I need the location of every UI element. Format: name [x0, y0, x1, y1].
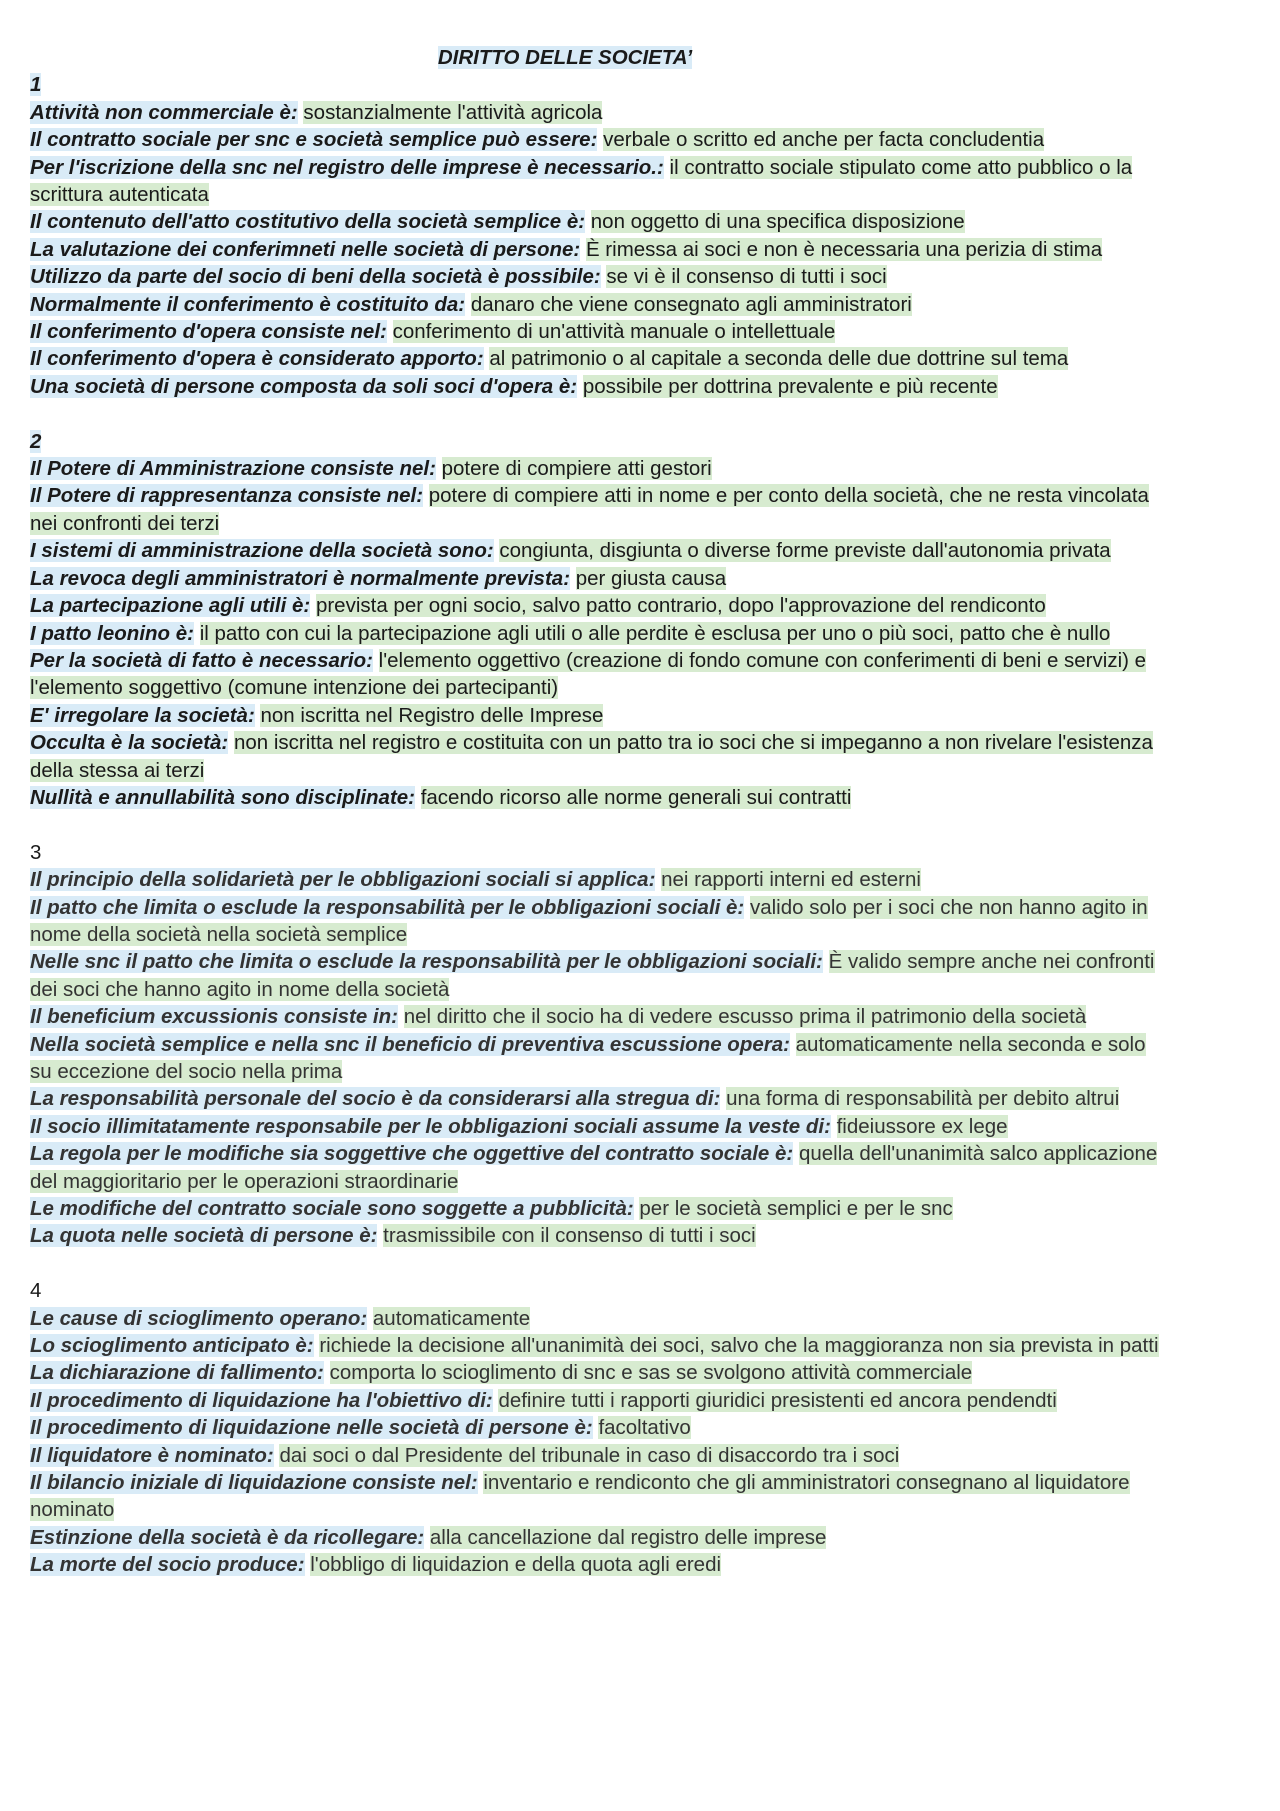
question-text: La morte del socio produce: [30, 1553, 305, 1577]
answer-text: inventario e rendiconto che gli amministratori consegnano al liquidatore nominato [30, 1471, 1130, 1522]
sections-container [30, 71, 1160, 1578]
question-text: Per la società di fatto è necessario: [30, 648, 373, 672]
section-1 [30, 71, 1160, 400]
question-text: Nella società semplice e nella snc il beneficio di preventiva escussione opera: [30, 1032, 790, 1056]
answer-text: non iscritta nel registro e costituita con un patto tra io soci che si impeganno a non rivelare l'esistenza della stessa ai terzi [30, 731, 1153, 782]
qa-item [30, 784, 1160, 811]
qa-item [30, 948, 1160, 1003]
question-text: E' irregolare la società: [30, 703, 255, 727]
answer-text: l'obbligo di liquidazion e della quota agli eredi [310, 1553, 722, 1577]
answer-text: definire tutti i rapporti giuridici presistenti ed ancora pendendti [498, 1388, 1057, 1412]
qa-item [30, 866, 1160, 893]
qa-item [30, 647, 1160, 702]
qa-item [30, 1195, 1160, 1222]
question-text: La regola per le modifiche sia soggettive che oggettive del contratto sociale è: [30, 1142, 794, 1166]
qa-item [30, 1387, 1160, 1414]
answer-text: possibile per dottrina prevalente e più recente [582, 374, 998, 398]
qa-item [30, 702, 1160, 729]
question-text: La dichiarazione di fallimento: [30, 1361, 324, 1385]
answer-text: È rimessa ai soci e non è necessaria una perizia di stima [585, 237, 1103, 261]
qa-item [30, 318, 1160, 345]
section-number: 2 [30, 429, 42, 453]
answer-text: È valido sempre anche nei confronti dei soci che hanno agito in nome della società [30, 950, 1155, 1001]
qa-item [30, 126, 1160, 153]
question-text: La quota nelle società di persone è: [30, 1224, 378, 1248]
qa-item [30, 1524, 1160, 1551]
question-text: Il principio della solidarietà per le obbligazioni sociali si applica: [30, 868, 656, 892]
qa-item [30, 620, 1160, 647]
qa-item [30, 729, 1160, 784]
section-number: 3 [30, 840, 42, 864]
qa-item [30, 208, 1160, 235]
question-text: La responsabilità personale del socio è da considerarsi alla stregua di: [30, 1087, 721, 1111]
answer-text: conferimento di un'attività manuale o intellettuale [392, 320, 836, 344]
question-text: Il contenuto dell'atto costitutivo della società semplice è: [30, 210, 586, 234]
question-text: Attività non commerciale è: [30, 100, 298, 124]
question-text: Occulta è la società: [30, 731, 229, 755]
section-3 [30, 839, 1160, 1250]
answer-text: quella dell'unanimità salco applicazione del maggioritario per le operazioni straordinarie [30, 1142, 1158, 1193]
qa-item [30, 99, 1160, 126]
question-text: Il Potere di rappresentanza consiste nel: [30, 484, 424, 508]
question-text: I sistemi di amministrazione della società sono: [30, 539, 494, 563]
answer-text: trasmissibile con il consenso di tutti i soci [383, 1224, 756, 1248]
qa-item [30, 1222, 1160, 1249]
answer-text: danaro che viene consegnato agli amministratori [470, 292, 912, 316]
question-text: La valutazione dei conferimneti nelle società di persone: [30, 237, 581, 261]
question-text: Nelle snc il patto che limita o esclude la responsabilità per le obbligazioni sociali: [30, 950, 823, 974]
question-text: Il contratto sociale per snc e società semplice può essere: [30, 128, 598, 152]
answer-text: alla cancellazione dal registro delle imprese [429, 1525, 827, 1549]
answer-text: prevista per ogni socio, salvo patto contrario, dopo l'approvazione del rendiconto [315, 594, 1046, 618]
question-text: Il socio illimitatamente responsabile per le obbligazioni sociali assume la veste di: [30, 1114, 831, 1138]
qa-item [30, 236, 1160, 263]
answer-text: automaticamente [372, 1306, 531, 1330]
question-text: Una società di persone composta da soli soci d'opera è: [30, 374, 578, 398]
section-number: 4 [30, 1279, 42, 1303]
question-text: La partecipazione agli utili è: [30, 594, 311, 618]
section-spacer [30, 1250, 1160, 1277]
qa-item [30, 291, 1160, 318]
qa-item [30, 1031, 1160, 1086]
qa-item [30, 1414, 1160, 1441]
answer-text: il contratto sociale stipulato come atto pubblico o la scrittura autenticata [30, 155, 1133, 207]
section-number: 1 [30, 73, 42, 97]
answer-text: una forma di responsabilità per debito altrui [726, 1087, 1120, 1111]
answer-text: richiede la decisione all'unanimità dei soci, salvo che la maggioranza non sia prevista in patti [319, 1334, 1159, 1358]
qa-item [30, 1332, 1160, 1359]
answer-text: il patto con cui la partecipazione agli utili o alle perdite è esclusa per uno o più soci, patto che è nullo [199, 621, 1111, 645]
question-text: Utilizzo da parte del socio di beni della società è possibile: [30, 265, 601, 289]
question-text: Normalmente il conferimento è costituito da: [30, 292, 466, 316]
question-text: Nullità e annullabilità sono disciplinate: [30, 785, 415, 809]
question-text: Il patto che limita o esclude la responsabilità per le obbligazioni sociali è: [30, 895, 745, 919]
qa-item [30, 1085, 1160, 1112]
question-text: Il conferimento d'opera è considerato apporto: [30, 347, 484, 371]
qa-item [30, 592, 1160, 619]
section-spacer [30, 811, 1160, 838]
answer-text: congiunta, disgiunta o diverse forme previste dall'autonomia privata [499, 539, 1111, 563]
question-text: Il liquidatore è nominato: [30, 1443, 274, 1467]
qa-item [30, 1469, 1160, 1524]
answer-text: potere di compiere atti gestori [441, 457, 712, 481]
question-text: Estinzione della società è da ricollegare: [30, 1525, 425, 1549]
answer-text: verbale o scritto ed anche per facta concludentia [603, 128, 1045, 152]
question-text: Le modifiche del contratto sociale sono soggette a pubblicità: [30, 1197, 634, 1221]
answer-text: sostanzialmente l'attività agricola [303, 100, 603, 124]
qa-item [30, 345, 1160, 372]
qa-item [30, 154, 1160, 209]
answer-text: al patrimonio o al capitale a seconda delle due dottrine sul tema [489, 347, 1069, 371]
answer-text: dai soci o dal Presidente del tribunale in caso di disaccordo tra i soci [279, 1443, 900, 1467]
document-title: DIRITTO DELLE SOCIETA’ [437, 46, 693, 69]
section-4 [30, 1277, 1160, 1578]
answer-text: potere di compiere atti in nome e per conto della società, che ne resta vincolata nei confronti dei terzi [30, 484, 1149, 535]
qa-item [30, 565, 1160, 592]
answer-text: automaticamente nella seconda e solo su eccezione del socio nella prima [30, 1032, 1146, 1083]
qa-item [30, 1305, 1160, 1332]
answer-text: fideiussore ex lege [836, 1114, 1008, 1138]
answer-text: per le società semplici e per le snc [639, 1197, 953, 1221]
qa-item [30, 1359, 1160, 1386]
question-text: Il bilancio iniziale di liquidazione consiste nel: [30, 1471, 478, 1495]
question-text: Le cause di scioglimento operano: [30, 1306, 368, 1330]
answer-text: l'elemento oggettivo (creazione di fondo comune con conferimenti di beni e servizi) e l'elemento soggettivo (comune intenzione dei partecipanti) [30, 648, 1147, 700]
qa-item [30, 894, 1160, 949]
question-text: Il beneficium excussionis consiste in: [30, 1005, 398, 1029]
document-page [30, 44, 1160, 1579]
answer-text: nel diritto che il socio ha di vedere escusso prima il patrimonio della società [403, 1005, 1087, 1029]
qa-item [30, 1551, 1160, 1578]
section-2 [30, 428, 1160, 812]
question-text: Il Potere di Amministrazione consiste nel: [30, 457, 436, 481]
question-text: Lo scioglimento anticipato è: [30, 1334, 314, 1358]
question-text: Il procedimento di liquidazione nelle società di persone è: [30, 1416, 593, 1440]
answer-text: se vi è il consenso di tutti i soci [606, 265, 887, 289]
question-text: La revoca degli amministratori è normalmente prevista: [30, 566, 571, 590]
qa-item [30, 1140, 1160, 1195]
qa-item [30, 1442, 1160, 1469]
answer-text: non iscritta nel Registro delle Imprese [260, 703, 604, 727]
qa-item [30, 373, 1160, 400]
question-text: Il procedimento di liquidazione ha l'obiettivo di: [30, 1388, 493, 1412]
answer-text: per giusta causa [575, 566, 727, 590]
answer-text: valido solo per i soci che non hanno agito in nome della società nella società semplice [30, 895, 1148, 946]
answer-text: facoltativo [598, 1416, 691, 1440]
question-text: Per l'iscrizione della snc nel registro delle imprese è necessario.: [30, 155, 664, 179]
answer-text: non oggetto di una specifica disposizione [590, 210, 965, 234]
answer-text: facendo ricorso alle norme generali sui contratti [420, 785, 852, 809]
qa-item [30, 455, 1160, 482]
question-text: I patto leonino è: [30, 621, 194, 645]
qa-item [30, 482, 1160, 537]
section-spacer [30, 400, 1160, 427]
qa-item [30, 1113, 1160, 1140]
answer-text: comporta lo scioglimento di snc e sas se svolgono attività commerciale [329, 1361, 973, 1385]
qa-item [30, 263, 1160, 290]
question-text: Il conferimento d'opera consiste nel: [30, 320, 387, 344]
answer-text: nei rapporti interni ed esterni [661, 868, 921, 892]
qa-item [30, 1003, 1160, 1030]
qa-item [30, 537, 1160, 564]
